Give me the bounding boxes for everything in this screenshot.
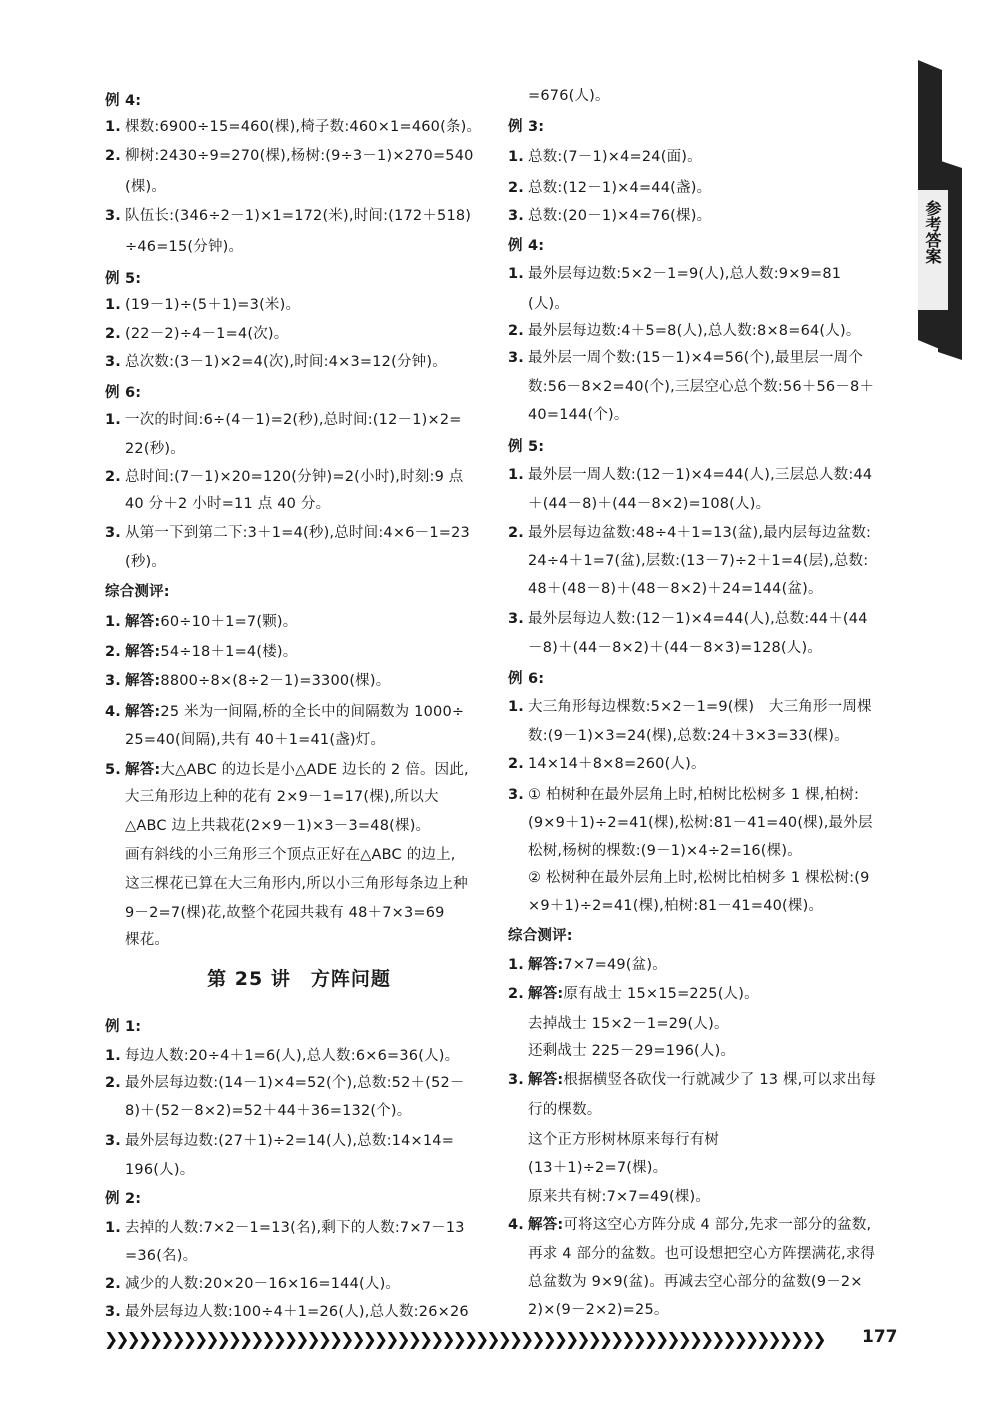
item-body: 最外层一周人数:(12－1)×4=44(人),三层总人数:44 [528,467,873,483]
item-text [125,206,471,226]
continuation-line: 9－2=7(棵)花,故整个花园共栽有 48＋7×3=69 [125,905,445,921]
item-body: 总时间:(7－1)×20=120(分钟)=2(小时),时刻:9 点 [125,469,464,485]
item-number: 1. [508,957,524,973]
item-text [125,117,481,137]
item-text [125,295,300,315]
item-number: 3. [105,525,121,541]
item-text [125,612,297,632]
item-number: 1. [105,1048,121,1064]
section-heading: 例 1: [105,1019,142,1035]
item-body: 总数:(7－1)×4=24(面)。 [528,149,702,165]
item-number: 1. [105,614,121,630]
item-text [125,1073,465,1093]
continuation-line: 2)×(9－2×2)=25。 [528,1302,669,1318]
item-text [125,467,464,487]
continuation-line: 再求 4 部分的盆数。也可设想把空心方阵摆满花,求得 [528,1246,876,1262]
item-number: 3. [508,350,524,366]
continuation-line: 棵花。 [125,932,170,948]
item-body: 最外层一周个数:(15－1)×4=56(个),最里层一周个 [528,350,864,366]
item-body: 总次数:(3－1)×2=4(次),时间:4×3=12(分钟)。 [125,354,447,370]
continuation-line: 40 分＋2 小时=11 点 40 分。 [125,496,331,512]
item-number: 1. [105,412,121,428]
continuation-line: (秒)。 [125,554,167,570]
section-heading: 例 5: [105,271,142,287]
continuation-line: ÷46=15(分钟)。 [125,239,244,255]
item-text [125,642,297,662]
item-text [125,1046,459,1066]
item-text [528,955,667,975]
answer-label: 解答: [125,644,161,660]
continuation-line: (9×9＋1)÷2=41(棵),松树:81－41=40(棵),最外层 [528,815,873,831]
item-body: 柳树:2430÷9=270(棵),杨树:(9÷3－1)×270=540 [125,148,474,164]
item-number: 2. [105,326,121,342]
item-number: 1. [105,1220,121,1236]
item-number: 3. [105,1304,121,1320]
item-number: 1. [105,119,121,135]
item-text [528,178,711,198]
side-tab [918,60,964,360]
item-number: 2. [105,1075,121,1091]
continuation-line: (棵)。 [125,179,167,195]
continuation-line: 行的棵数。 [528,1102,602,1118]
section-heading: 综合测评: [508,928,573,944]
item-body: 7×7=49(盆)。 [563,957,667,973]
item-body: 原有战士 15×15=225(人)。 [563,986,759,1002]
section-heading: 例 5: [508,439,545,455]
item-number: 1. [508,149,524,165]
answer-label: 解答: [125,673,161,689]
item-body: (22－2)÷4－1=4(次)。 [125,326,289,342]
item-body: 总数:(20－1)×4=76(棵)。 [528,208,712,224]
continuation-line: 还剩战士 225－29=196(人)。 [528,1043,736,1059]
item-text [528,523,871,543]
item-text [528,1070,876,1090]
item-number: 5. [105,762,121,778]
item-number: 3. [508,208,524,224]
answer-label: 解答: [125,704,161,720]
continuation-line: ×9＋1)÷2=41(棵),柏树:81－41=40(棵)。 [528,898,824,914]
continuation-line: △ABC 边上共栽花(2×9－1)×3－3=48(棵)。 [125,818,431,834]
continuation-line: 22(秒)。 [125,441,185,457]
continuation-line: 总盆数为 9×9(盆)。再减去空心部分的盆数(9－2× [528,1274,863,1290]
item-number: 1. [508,467,524,483]
item-body: 每边人数:20÷4＋1=6(人),总人数:6×6=36(人)。 [125,1048,460,1064]
item-number: 3. [105,673,121,689]
item-text [125,146,474,166]
continuation-line: 25=40(间隔),共有 40＋1=41(盏)灯。 [125,732,386,748]
item-number: 3. [105,208,121,224]
continuation-line: －8)＋(44－8×2)＋(44－8×3)=128(人)。 [528,640,823,656]
continuation-line: ＋(44－8)＋(44－8×2)=108(人)。 [528,496,771,512]
section-heading: 例 6: [105,385,142,401]
continuation-line: 松树,杨树的棵数:(9－1)×4÷2=16(棵)。 [528,843,802,859]
item-body: 54÷18＋1=4(楼)。 [160,644,298,660]
item-body: 最外层每边数:4＋5=8(人),总人数:8×8=64(人)。 [528,323,861,339]
item-number: 2. [105,469,121,485]
item-number: 4. [508,1217,524,1233]
item-text [125,671,390,691]
item-number: 2. [105,644,121,660]
item-text [125,324,288,344]
side-tab-label: 参考答案 [923,200,942,264]
item-body: 最外层每边数:(27＋1)÷2=14(人),总数:14×14= [125,1133,455,1149]
item-number: 2. [105,148,121,164]
item-body: 去掉的人数:7×2－1=13(名),剩下的人数:7×7－13 [125,1220,465,1236]
continuation-line: 这三棵花已算在大三角形内,所以小三角形每条边上种 [125,876,468,892]
item-text [528,785,859,805]
item-body: 可将这空心方阵分成 4 部分,先求一部分的盆数, [563,1217,872,1233]
footer-chevron-bar: ❯❯❯❯❯❯❯❯❯❯❯❯❯❯❯❯❯❯❯❯❯❯❯❯❯❯❯❯❯❯❯❯❯❯❯❯❯❯❯❯❯❯❯❯❯❯❯❯❯❯❯❯❯❯❯❯❯❯❯❯❯❯❯❯ [104,1330,824,1350]
item-text [528,697,872,717]
item-body: ① 柏树种在最外层角上时,柏树比松树多 1 棵,柏树: [528,787,860,803]
item-body: 一次的时间:6÷(4－1)=2(秒),总时间:(12－1)×2= [125,412,462,428]
item-body: 8800÷8×(8÷2－1)=3300(棵)。 [160,673,391,689]
item-number: 4. [105,704,121,720]
item-text [528,206,711,226]
continuation-line: 原来共有树:7×7=49(棵)。 [528,1189,711,1205]
item-body: (19－1)÷(5＋1)=3(米)。 [125,297,301,313]
continuation-line: 画有斜线的小三角形三个顶点正好在△ABC 的边上, [125,847,456,863]
continuation-line: 数:56－8×2=40(个),三层空心总个数:56＋56－8＋ [528,379,875,395]
item-body: 14×14＋8×8=260(人)。 [528,756,706,772]
continuation-line: 去掉战士 15×2－1=29(人)。 [528,1016,729,1032]
item-text [528,321,861,341]
item-number: 3. [508,611,524,627]
section-heading: 例 6: [508,671,545,687]
item-number: 2. [508,756,524,772]
continuation-line: 大三角形边上种的花有 2×9－1=17(棵),所以大 [125,789,439,805]
continuation-line: 这个正方形树林原来每行有树 [528,1132,720,1148]
item-number: 2. [508,525,524,541]
item-body: 25 米为一间隔,桥的全长中的间隔数为 1000÷ [160,704,465,720]
item-number: 3. [105,354,121,370]
item-body: 根据横竖各砍伐一行就减少了 13 棵,可以求出每 [563,1072,876,1088]
item-text [125,352,447,372]
item-number: 2. [508,323,524,339]
item-number: 2. [105,1276,121,1292]
answer-label: 解答: [528,1217,564,1233]
continuation-line: 48＋(48－8)＋(48－8×2)＋24=144(盆)。 [528,581,823,597]
item-text [125,1274,400,1294]
item-text [528,1215,871,1235]
item-body: 大三角形每边棵数:5×2－1=9(棵) 大三角形一周棵 [528,699,872,715]
item-body: 大△ABC 的边长是小△ADE 边长的 2 倍。因此, [160,762,469,778]
item-text [528,465,872,485]
item-number: 2. [508,986,524,1002]
item-body: 最外层每边人数:(12－1)×4=44(人),总数:44＋(44 [528,611,868,627]
item-text [528,348,863,368]
continuation-line: 数:(9－1)×3=24(棵),总数:24＋3×3=33(棵)。 [528,728,849,744]
item-text [528,147,702,167]
answer-label: 解答: [528,986,564,1002]
item-number: 3. [508,1072,524,1088]
continuation-line: 8)＋(52－8×2)=52＋44＋36=132(个)。 [125,1103,412,1119]
section-heading: 综合测评: [105,584,170,600]
continuation-line: 196(人)。 [125,1162,195,1178]
item-body: 从第一下到第二下:3＋1=4(秒),总时间:4×6－1=23 [125,525,470,541]
item-text [528,609,868,629]
page-number: 177 [862,1327,898,1347]
section-heading: 例 4: [105,93,142,109]
item-text [125,1218,465,1238]
item-number: 3. [508,787,524,803]
answer-label: 解答: [528,957,564,973]
section-heading: 例 2: [105,1191,142,1207]
item-text [125,760,469,780]
continuation-line: 24÷4＋1=7(盆),层数:(13－7)÷2＋1=4(层),总数: [528,553,869,569]
item-number: 2. [508,180,524,196]
continuation-line: =676(人)。 [528,88,610,104]
item-text [125,702,464,722]
item-body: 最外层每边数:(14－1)×4=52(个),总数:52＋(52－ [125,1075,465,1091]
item-text [125,523,470,543]
item-body: 最外层每边人数:100÷4＋1=26(人),总人数:26×26 [125,1304,469,1320]
item-text [528,754,706,774]
answer-label: 解答: [125,762,161,778]
continuation-line: (人)。 [528,296,570,312]
item-text [528,984,759,1004]
continuation-line: (13＋1)÷2=7(棵)。 [528,1160,668,1176]
answer-label: 解答: [125,614,161,630]
answer-label: 解答: [528,1072,564,1088]
item-body: 60÷10＋1=7(颗)。 [160,614,298,630]
item-number: 3. [105,1133,121,1149]
item-text [125,1302,469,1322]
item-body: 最外层每边盆数:48÷4＋1=13(盆),最内层每边盆数: [528,525,872,541]
item-number: 1. [508,266,524,282]
item-number: 1. [105,297,121,313]
section-title: 第 25 讲 方阵问题 [207,968,391,990]
item-body: 队伍长:(346÷2－1)×1=172(米),时间:(172＋518) [125,208,472,224]
continuation-line: =36(名)。 [125,1248,198,1264]
item-text [125,1131,454,1151]
continuation-line: ② 松树种在最外层角上时,松树比柏树多 1 棵松树:(9 [528,870,870,886]
item-body: 棵数:6900÷15=460(棵),椅子数:460×1=460(条)。 [125,119,482,135]
item-body: 最外层每边数:5×2－1=9(人),总人数:9×9=81 [528,266,842,282]
continuation-line: 40=144(个)。 [528,407,629,423]
item-number: 1. [508,699,524,715]
section-heading: 例 3: [508,119,545,135]
item-body: 总数:(12－1)×4=44(盏)。 [528,180,712,196]
item-body: 减少的人数:20×20－16×16=144(人)。 [125,1276,401,1292]
item-text [125,410,462,430]
section-heading: 例 4: [508,238,545,254]
item-text [528,264,841,284]
